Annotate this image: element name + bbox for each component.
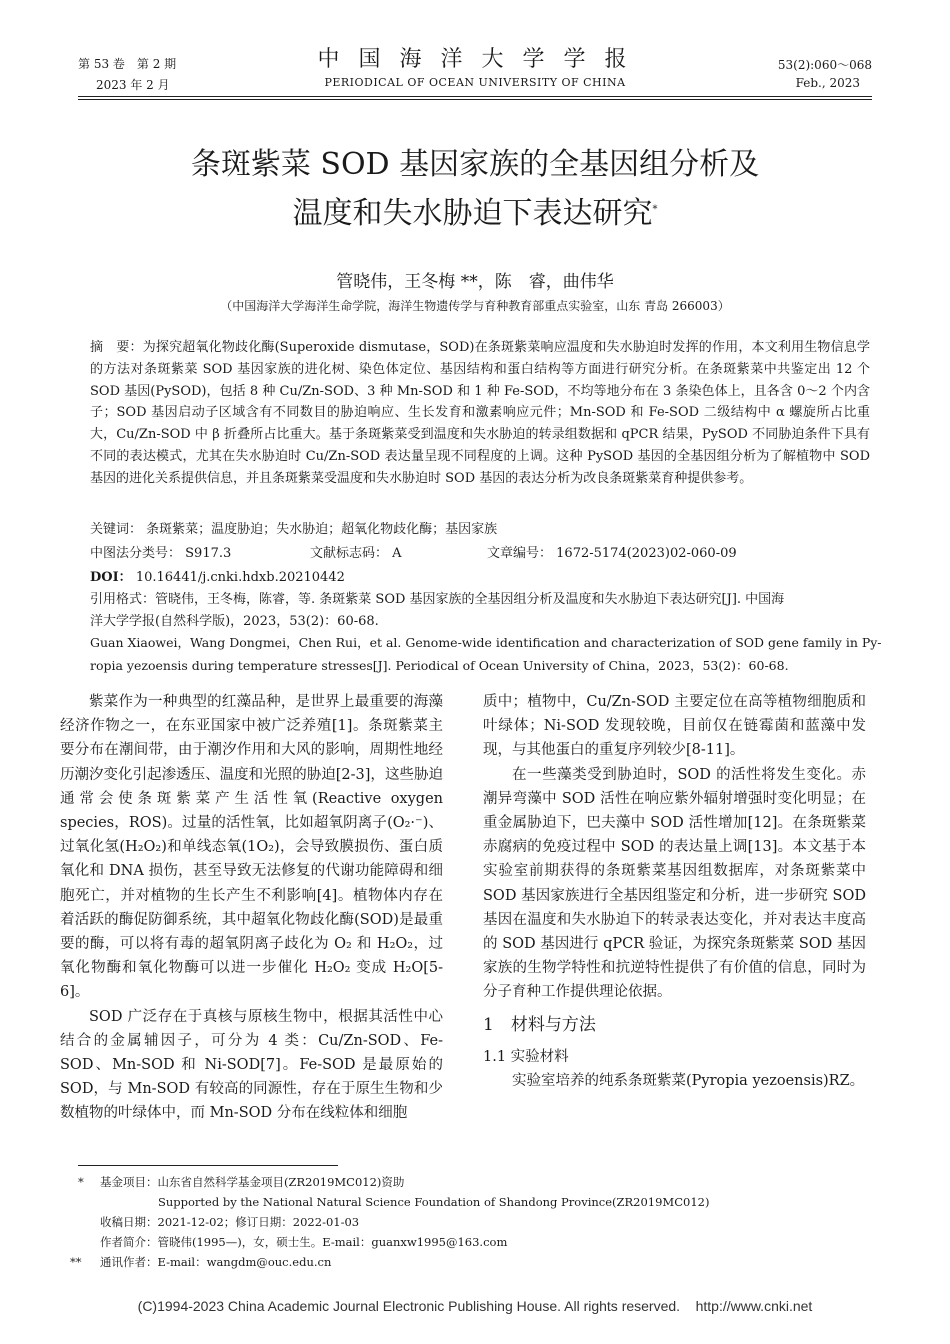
keywords bbox=[90, 518, 497, 537]
keywords-text: 条斑紫菜；温度胁迫；失水胁迫；超氧化物歧化酶；基因家族 bbox=[146, 522, 498, 537]
doc-code-value: A bbox=[392, 546, 402, 561]
doi bbox=[90, 566, 345, 585]
affiliation: （中国海洋大学海洋生命学院，海洋生物遗传学与育种教育部重点实验室，山东 青岛 266003） bbox=[220, 299, 730, 313]
clc-value: S917.3 bbox=[185, 546, 232, 561]
abstract-text: 为探究超氧化物歧化酶(Superoxide dismutase，SOD)在条斑紫菜响应温度和失水胁迫时发挥的作用，本文利用生物信息学的方法对条斑紫菜 SOD 基因家族的进化树、染色体定位、基因结构和蛋白结构等方面进行研究分析。在条斑紫菜中共鉴定出 12 个 SOD 基因(PySOD)，包括 8 种 Cu/Zn-SOD、3 种 Mn-SOD 和 1 种 Fe-SOD，不均等地分布在 3 条染色体上，且各含 0～2 个内含子；SOD 基因启动子区域含有不同数目的胁迫响应、生长发育和激素响应元件；Mn-SOD 和 Fe-SOD 二级结构中 α 螺旋所占比重大，Cu/Zn-SOD 中 β 折叠所占比重大。基于条斑紫菜受到温度和失水胁迫的转录组数据和 qPCR 结果，PySOD 不同胁迫条件下具有不同的表达模式，尤其在失水胁迫时 Cu/Zn-SOD 表达量呈现不同程度的上调。这种 PySOD 基因的全基因组分析为了解植物中 SOD 基因的进化关系提供信息，并且条斑紫菜受温度和失水胁迫时 SOD 基因的表达分析为改良条斑紫菜育种提供参考。 bbox=[90, 340, 870, 486]
citation-en-line1: Guan Xiaowei，Wang Dongmei，Chen Rui，et al. Genome-wide identification and characterization of SOD gene family in Py- bbox=[90, 635, 882, 650]
funding-en: Supported by the National Natural Science Foundation of Shandong Province(ZR2019MC012) bbox=[158, 1195, 710, 1209]
citation-cn-line1 bbox=[90, 588, 784, 607]
body-paragraph: 紫菜作为一种典型的红藻品种，是世界上最重要的海藻经济作物之一，在东亚国家中被广泛养殖[1]。条斑紫菜主要分布在潮间带，由于潮汐作用和大风的影响，周期性地经历潮汐变化引起渗透压、温度和光照的胁迫[2-3]，这些胁迫通常会使条斑紫菜产生活性氧(Reactive oxygen species，ROS)。过量的活性氧，比如超氧阴离子(O₂·⁻)、过氧化氢(H₂O₂)和单线态氧(1O₂)，会导致膜损伤、蛋白质氧化和 DNA 损伤，甚至导致无法修复的代谢功能障碍和细胞死亡，并对植物的生长产生不利影响[4]。植物体内存在着活跃的酶促防御系统，其中超氧化物歧化酶(SOD)是最重要的酶，可以将有毒的超氧阴离子歧化为 O₂ 和 H₂O₂，过氧化物酶和氧化物酶可以进一步催化 H₂O₂ 变成 H₂O[5-6]。 bbox=[60, 694, 443, 1001]
body-right-column bbox=[483, 690, 866, 1093]
funding-label: 基金项目： bbox=[100, 1175, 158, 1189]
doi-label: DOI： bbox=[90, 570, 132, 585]
received-dates: 收稿日期：2021-12-02；修订日期：2022-01-03 bbox=[100, 1215, 360, 1229]
abstract bbox=[90, 337, 870, 490]
title-footnote-mark: * bbox=[652, 204, 658, 215]
clc-number bbox=[90, 542, 231, 561]
body-paragraph: 质中；植物中，Cu/Zn-SOD 主要定位在高等植物细胞质和叶绿体；Ni-SOD 发现较晚，目前仅在链霉菌和蓝藻中发现，与其他蛋白的重复序列较少[8-11]。 bbox=[483, 694, 866, 759]
body-paragraph: 实验室培养的纯系条斑紫菜(Pyropia yezoensis)RZ。 bbox=[512, 1073, 865, 1090]
footnote-star-2: ** bbox=[70, 1255, 82, 1269]
article-number bbox=[487, 542, 737, 561]
author-bio: 作者简介：管晓伟(1995—)，女，硕士生。E-mail：guanxw1995@163.com bbox=[100, 1235, 508, 1249]
corresponding-author: 通讯作者：E-mail：wangdm@ouc.edu.cn bbox=[100, 1255, 332, 1269]
issue-date-cn: 2023 年 2 月 bbox=[96, 78, 170, 92]
keywords-label: 关键词： bbox=[90, 522, 143, 537]
header-rule-bottom bbox=[78, 99, 872, 100]
journal-title-en: PERIODICAL OF OCEAN UNIVERSITY OF CHINA bbox=[324, 76, 626, 89]
paper-title-line1: 条斑紫菜 SOD 基因家族的全基因组分析及 bbox=[190, 147, 760, 182]
funding-cn bbox=[100, 1174, 404, 1191]
citation-cn-text1: 管晓伟，王冬梅，陈睿，等. 条斑紫菜 SOD 基因家族的全基因组分析及温度和失水胁迫下表达研究[J]. 中国海 bbox=[155, 592, 785, 607]
article-number-label: 文章编号： bbox=[487, 546, 553, 561]
paper-title-line2-text: 温度和失水胁迫下表达研究 bbox=[292, 196, 653, 231]
doc-code-label: 文献标志码： bbox=[310, 546, 389, 561]
citation-label: 引用格式： bbox=[90, 592, 156, 607]
journal-title-cn: 中 国 海 洋 大 学 学 报 bbox=[317, 47, 633, 72]
page-range: 53(2):060～068 bbox=[777, 58, 872, 72]
issue-date-en: Feb., 2023 bbox=[795, 76, 860, 90]
copyright-footer: (C)1994-2023 China Academic Journal Electronic Publishing House. All rights reserved. http://www.cnki.net bbox=[137, 1298, 813, 1314]
footnote-rule bbox=[78, 1165, 338, 1166]
article-number-value: 1672-5174(2023)02-060-09 bbox=[556, 546, 737, 561]
body-paragraph: 在一些藻类受到胁迫时，SOD 的活性将发生变化。赤潮异弯藻中 SOD 活性在响应紫外辐射增强时变化明显；在重金属胁迫下，巴夫藻中 SOD 活性增加[12]。在条斑紫菜赤腐病的免疫过程中 SOD 的表达量上调[13]。本文基于本实验室前期获得的条斑紫菜基因组数据库，对条斑紫菜中 SOD 基因家族进行全基因组鉴定和分析，进一步研究 SOD 基因在温度和失水胁迫下的转录表达变化，并对表达丰度高的 SOD 基因进行 qPCR 验证，为探究条斑紫菜 SOD 基因家族的生物学特性和抗逆特性提供了有价值的信息，同时为分子育种工作提供理论依据。 bbox=[483, 766, 866, 1001]
header-rule-top bbox=[78, 96, 872, 97]
section-heading: 1 材料与方法 bbox=[483, 1014, 596, 1035]
doi-value[interactable]: 10.16441/j.cnki.hdxb.20210442 bbox=[135, 570, 345, 585]
body-paragraph: SOD 广泛存在于真核与原核生物中，根据其活性中心结合的金属辅因子，可分为 4 类：Cu/Zn-SOD、Fe-SOD、Mn-SOD 和 Ni-SOD[7]。Fe-SOD 是最原始的 SOD，与 Mn-SOD 有较高的同源性，存在于原生生物和少数植物的叶绿体中，而 Mn-SOD 分布在线粒体和细胞 bbox=[60, 1008, 443, 1122]
abstract-label: 摘 要： bbox=[90, 340, 143, 355]
citation-en-line2: ropia yezoensis during temperature stresses[J]. Periodical of Ocean University of China，2023，53(2)：60-68. bbox=[90, 658, 789, 673]
footnote-star-1: * bbox=[78, 1175, 84, 1189]
clc-label: 中图法分类号： bbox=[90, 546, 182, 561]
volume-issue: 第 53 卷 第 2 期 bbox=[78, 57, 177, 71]
citation-cn-line2: 洋大学学报(自然科学版)，2023，53(2)：60-68. bbox=[90, 614, 379, 629]
subsection-heading: 1.1 实验材料 bbox=[483, 1048, 569, 1065]
body-left-column bbox=[60, 690, 443, 1126]
funding-cn-text: 山东省自然科学基金项目(ZR2019MC012)资助 bbox=[157, 1175, 405, 1189]
paper-title-line2 bbox=[0, 190, 950, 234]
doc-code bbox=[310, 542, 402, 561]
author-list: 管晓伟，王冬梅 **，陈 睿，曲伟华 bbox=[336, 272, 614, 292]
